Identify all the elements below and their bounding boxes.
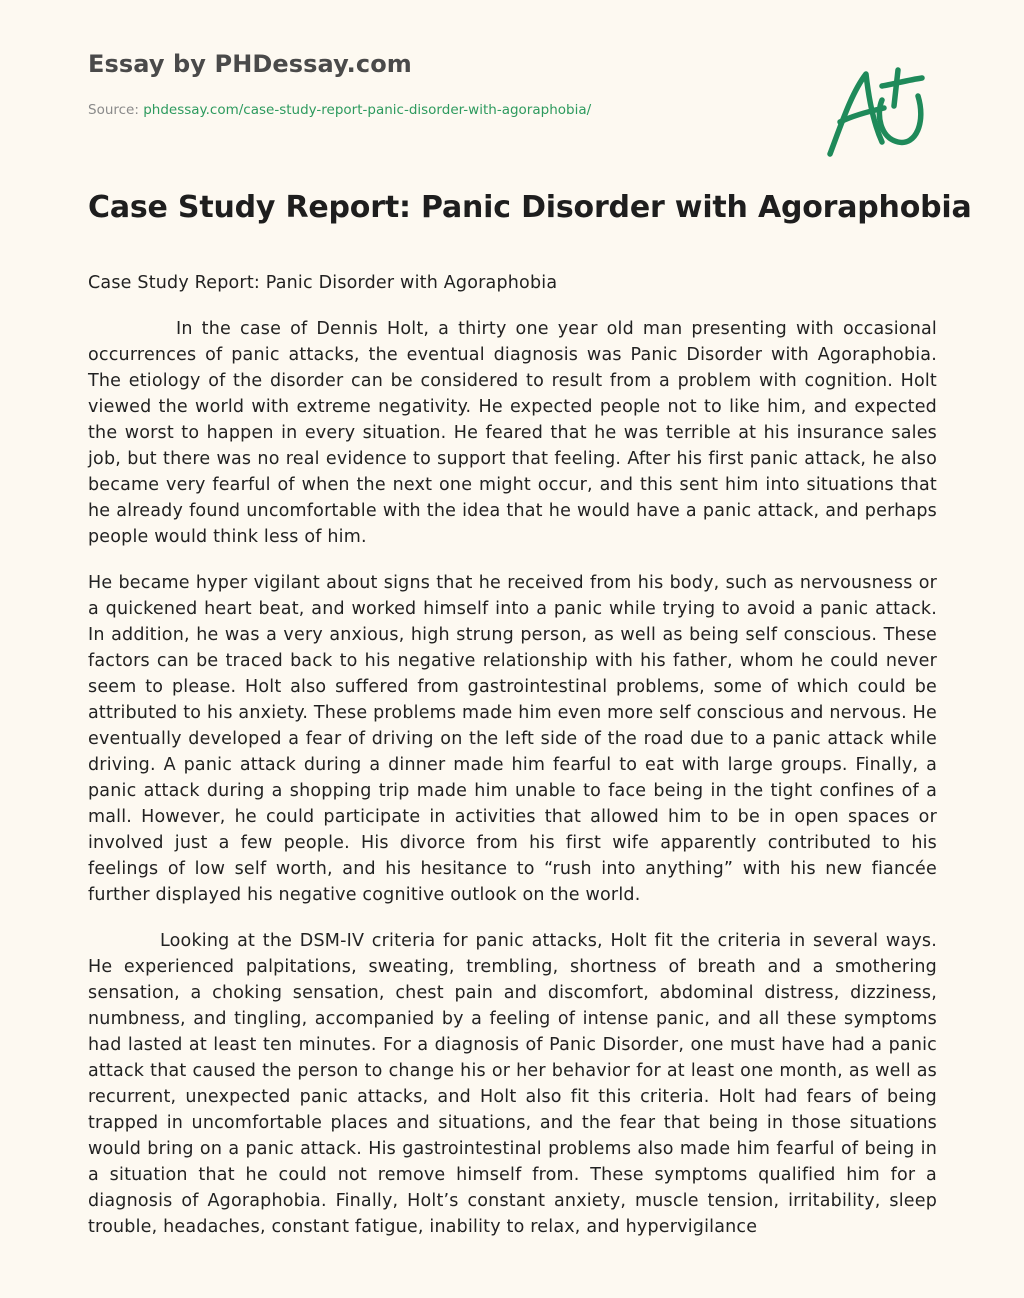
essay-paragraph: He became hyper vigilant about signs that he received from his body, such as nervousness or a quickened heart beat, and worked himself into a panic while trying to avoid a panic attack. In addition, he was a very anxious, high strung person, as well as being self conscious. These factors can be traced back to his negative relationship with his father, whom he could never seem to please. Holt also suffered from gastrointestinal problems, some of which could be attributed to his anxiety. These problems made him even more self conscious and nervous. He eventually developed a fear of driving on the left side of the road due to a panic attack while driving. A panic attack during a dinner made him fearful to eat with large groups. Finally, a panic attack during a shopping trip made him unable to face being in the tight confines of a mall. However, he could participate in activities that allowed him to be in open spaces or involved just a few people. His divorce from his first wife apparently contributed to his feelings of low self worth, and his hesitance to “rush into anything” with his new fiancée further displayed his negative cognitive outlook on the world. (88, 573, 937, 905)
source-link[interactable]: phdessay.com/case-study-report-panic-disorder-with-agoraphobia/ (143, 102, 592, 118)
document-title: Case Study Report: Panic Disorder with Agoraphobia (88, 190, 972, 225)
source-label: Source: (88, 102, 139, 118)
source-line (88, 102, 591, 118)
a-plus-grade-icon (822, 62, 932, 162)
essay-subtitle: Case Study Report: Panic Disorder with Agoraphobia (88, 273, 558, 293)
essay-paragraph: In the case of Dennis Holt, a thirty one year old man presenting with occasional occurrences of panic attacks, the eventual diagnosis was Panic Disorder with Agoraphobia. The etiology of the disorder can be considered to result from a problem with cognition. Holt viewed the world with extreme negativity. He expected people not to like him, and expected the worst to happen in every situation. He feared that he was terrible at his insurance sales job, but there was no real evidence to support that feeling. After his first panic attack, he also became very fearful of when the next one might occur, and this sent him into situations that he already found uncomfortable with the idea that he would have a panic attack, and perhaps people would think less of him. (88, 319, 937, 547)
header-brand: Essay by PHDessay.com (88, 50, 412, 78)
essay-body (88, 270, 937, 1260)
essay-paragraph: Looking at the DSM-IV criteria for panic attacks, Holt fit the criteria in several ways. He experienced palpitations, sweating, trembling, shortness of breath and a smothering sensation, a choking sensation, chest pain and discomfort, abdominal distress, dizziness, numbness, and tingling, accompanied by a feeling of intense panic, and all these symptoms had lasted at least ten minutes. For a diagnosis of Panic Disorder, one must have had a panic attack that caused the person to change his or her behavior for at least one month, as well as recurrent, unexpected panic attacks, and Holt also fit this criteria. Holt had fears of being trapped in uncomfortable places and situations, and the fear that being in those situations would bring on a panic attack. His gastrointestinal problems also made him fearful of being in a situation that he could not remove himself from. These symptoms qualified him for a diagnosis of Agoraphobia. Finally, Holt’s constant anxiety, muscle tension, irritability, sleep trouble, headaches, constant fatigue, inability to relax, and hypervigilance (88, 931, 937, 1237)
